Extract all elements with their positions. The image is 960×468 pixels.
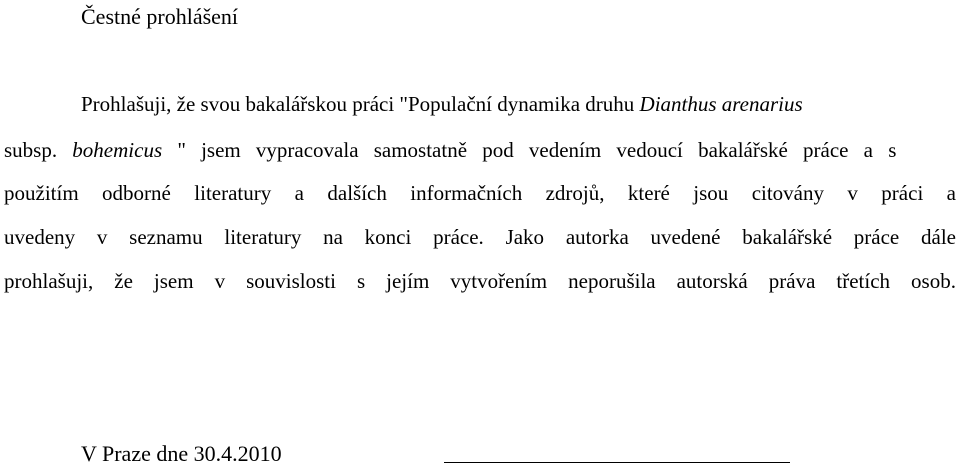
declaration-line-2-rest: " jsem vypracovala samostatně pod vedením vedoucí bakalářské práce a s [162,138,897,162]
declaration-line-4: uvedeny v seznamu literatury na konci práce. Jako autorka uvedené bakalářské práce dále [4,225,956,249]
declaration-lead-text: Prohlašuji, že svou bakalářskou práci "Populační dynamika druhu [81,92,640,116]
subsp-abbrev: subsp. [4,138,73,162]
declaration-line-1 [81,89,803,119]
document-title: Čestné prohlášení [81,4,239,29]
species-name: Dianthus arenarius [639,92,803,116]
subspecies-name: bohemicus [72,138,163,162]
signature-line [444,462,790,463]
declaration-line-3: použitím odborné literatury a dalších informačních zdrojů, které jsou citovány v práci a [4,181,956,205]
place-and-date: V Praze dne 30.4.2010 [81,441,282,466]
declaration-line-2 [4,135,896,165]
declaration-line-5: prohlašuji, že jsem v souvislosti s jejím vytvořením neporušila autorská práva třetích osob. [4,269,956,293]
